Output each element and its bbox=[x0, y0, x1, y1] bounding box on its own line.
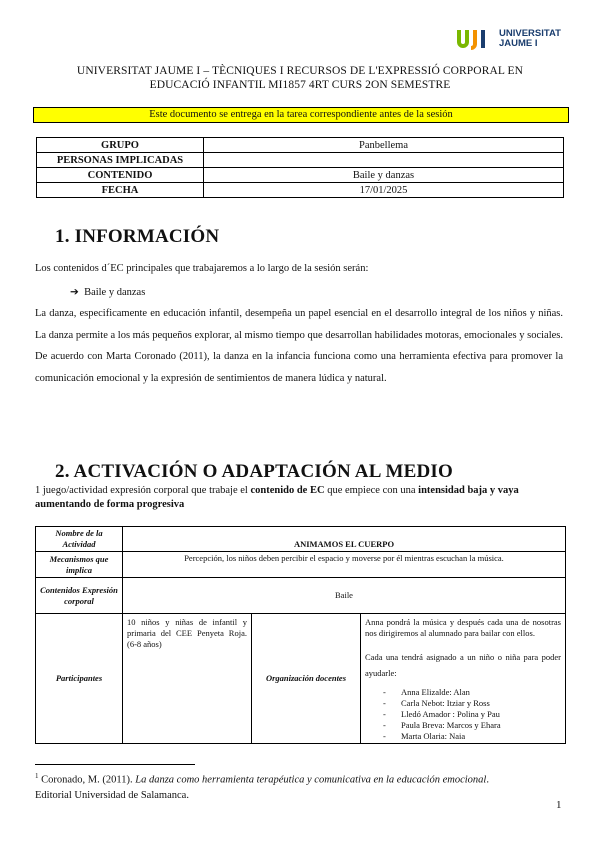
table-row bbox=[37, 183, 564, 198]
table-row bbox=[36, 614, 566, 744]
assignments-list bbox=[365, 687, 561, 742]
desc-text-1: 1 juego/actividad expresión corporal que trabaje el bbox=[35, 485, 251, 496]
table-row bbox=[36, 578, 566, 614]
bullet-item bbox=[70, 282, 470, 304]
people-label: PERSONAS IMPLICADAS bbox=[37, 153, 204, 168]
content-value: Baile y danzas bbox=[204, 168, 564, 183]
mechanisms-label: Mecanismos que implica bbox=[36, 552, 123, 578]
footnote-divider bbox=[35, 764, 195, 765]
activity-name-label: Nombre de la Actividad bbox=[36, 527, 123, 552]
footnote-marker: 1 bbox=[35, 772, 39, 780]
table-row bbox=[37, 153, 564, 168]
uji-logo-icon bbox=[455, 28, 495, 50]
table-row bbox=[36, 552, 566, 578]
section-1-paragraph: La danza, especificamente en educación infantil, desempeña un papel esencial en el desarrollo integral de los niños y niñas. La danza permite a los más pequeños explorar, al mismo tiempo que desarrollan habilidades motoras, emocionales y sociales. De acuerdo con Marta Coronado (2011), la danza en la infancia funciona como una herramienta efectiva para promover la comunicación emocional y la expresión de sentimientos de manera lúdica y natural. bbox=[35, 308, 563, 384]
desc-bold-2: intensidad baja y vaya aumentando de forma progresiva bbox=[35, 485, 519, 510]
table-row bbox=[36, 527, 566, 552]
date-label: FECHA bbox=[37, 183, 204, 198]
participants-label: Participantes bbox=[36, 614, 123, 744]
notice-banner: Este documento se entrega en la tarea correspondiente antes de la sesión bbox=[33, 107, 569, 123]
list-item: - Lledó Amador : Polina y Pau bbox=[401, 709, 561, 720]
date-value: 17/01/2025 bbox=[204, 183, 564, 198]
arrow-icon: ➔ bbox=[70, 287, 79, 298]
footnote bbox=[35, 769, 575, 803]
list-item: - Anna Elizalde: Alan bbox=[401, 687, 561, 698]
footnote-citation bbox=[35, 769, 575, 788]
university-logo bbox=[455, 25, 575, 53]
section-2-title: 2. ACTIVACIÓN O ADAPTACIÓN AL MEDIO bbox=[55, 461, 453, 482]
organization-value bbox=[361, 614, 566, 744]
header-line-1: UNIVERSITAT JAUME I – TÈCNIQUES I RECURSOS DE L'EXPRESSIÓ CORPORAL EN bbox=[76, 65, 524, 77]
content-label: CONTENIDO bbox=[37, 168, 204, 183]
section-2-description bbox=[35, 484, 565, 512]
organization-label: Organización docentes bbox=[252, 614, 361, 744]
content-ec-value: Baile bbox=[123, 578, 566, 614]
section-1-title: 1. INFORMACIÓN bbox=[55, 226, 220, 247]
list-item: - Marta Olaria: Naia bbox=[401, 731, 561, 742]
participants-value: 10 niños y niñas de infantil y primaria del CEE Penyeta Roja. (6-8 años) bbox=[123, 614, 252, 744]
activity-table bbox=[35, 526, 566, 744]
info-table bbox=[36, 137, 564, 198]
logo-line-2: JAUME I bbox=[499, 38, 538, 49]
footnote-authors: Coronado, M. (2011). bbox=[38, 774, 136, 786]
group-value: Panbellema bbox=[204, 138, 564, 153]
list-item: - Carla Nebot: Itziar y Ross bbox=[401, 698, 561, 709]
bullet-text: Baile y danzas bbox=[84, 287, 146, 298]
content-ec-label: Contenidos Expresión corporal bbox=[36, 578, 123, 614]
table-row bbox=[37, 138, 564, 153]
desc-text-2: que empiece con una bbox=[324, 485, 419, 496]
mechanisms-value: Percepción, los niños deben percibir el espacio y moverse por él mientras escuchan la música. bbox=[123, 552, 566, 578]
footnote-end: . bbox=[486, 774, 489, 786]
organization-text-2: Cada una tendrá asignado a un niño o niña para poder ayudarle: bbox=[365, 652, 561, 678]
organization-text-1: Anna pondrá la música y después cada una de nosotras nos dirigiremos al alumnado para bailar con ellos. bbox=[365, 617, 561, 638]
desc-bold-1: contenido de EC bbox=[250, 485, 325, 496]
group-label: GRUPO bbox=[37, 138, 204, 153]
list-item: - Paula Breva: Marcos y Ehara bbox=[401, 720, 561, 731]
header-line-2: EDUCACIÓ INFANTIL MI1857 4RT CURS 2ON SEMESTRE bbox=[149, 79, 451, 91]
logo-line-1: UNIVERSITAT bbox=[499, 28, 561, 39]
footnote-publisher: Editorial Universidad de Salamanca. bbox=[35, 789, 189, 801]
page-number: 1 bbox=[556, 799, 562, 811]
table-row bbox=[37, 168, 564, 183]
activity-name-value: ANIMAMOS EL CUERPO bbox=[123, 527, 566, 552]
footnote-title: La danza como herramienta terapéutica y comunicativa en la educación emocional bbox=[135, 774, 487, 786]
people-value bbox=[204, 153, 564, 168]
section-1-intro: Los contenidos d´EC principales que trabajaremos a lo largo de la sesión serán: bbox=[35, 263, 369, 274]
